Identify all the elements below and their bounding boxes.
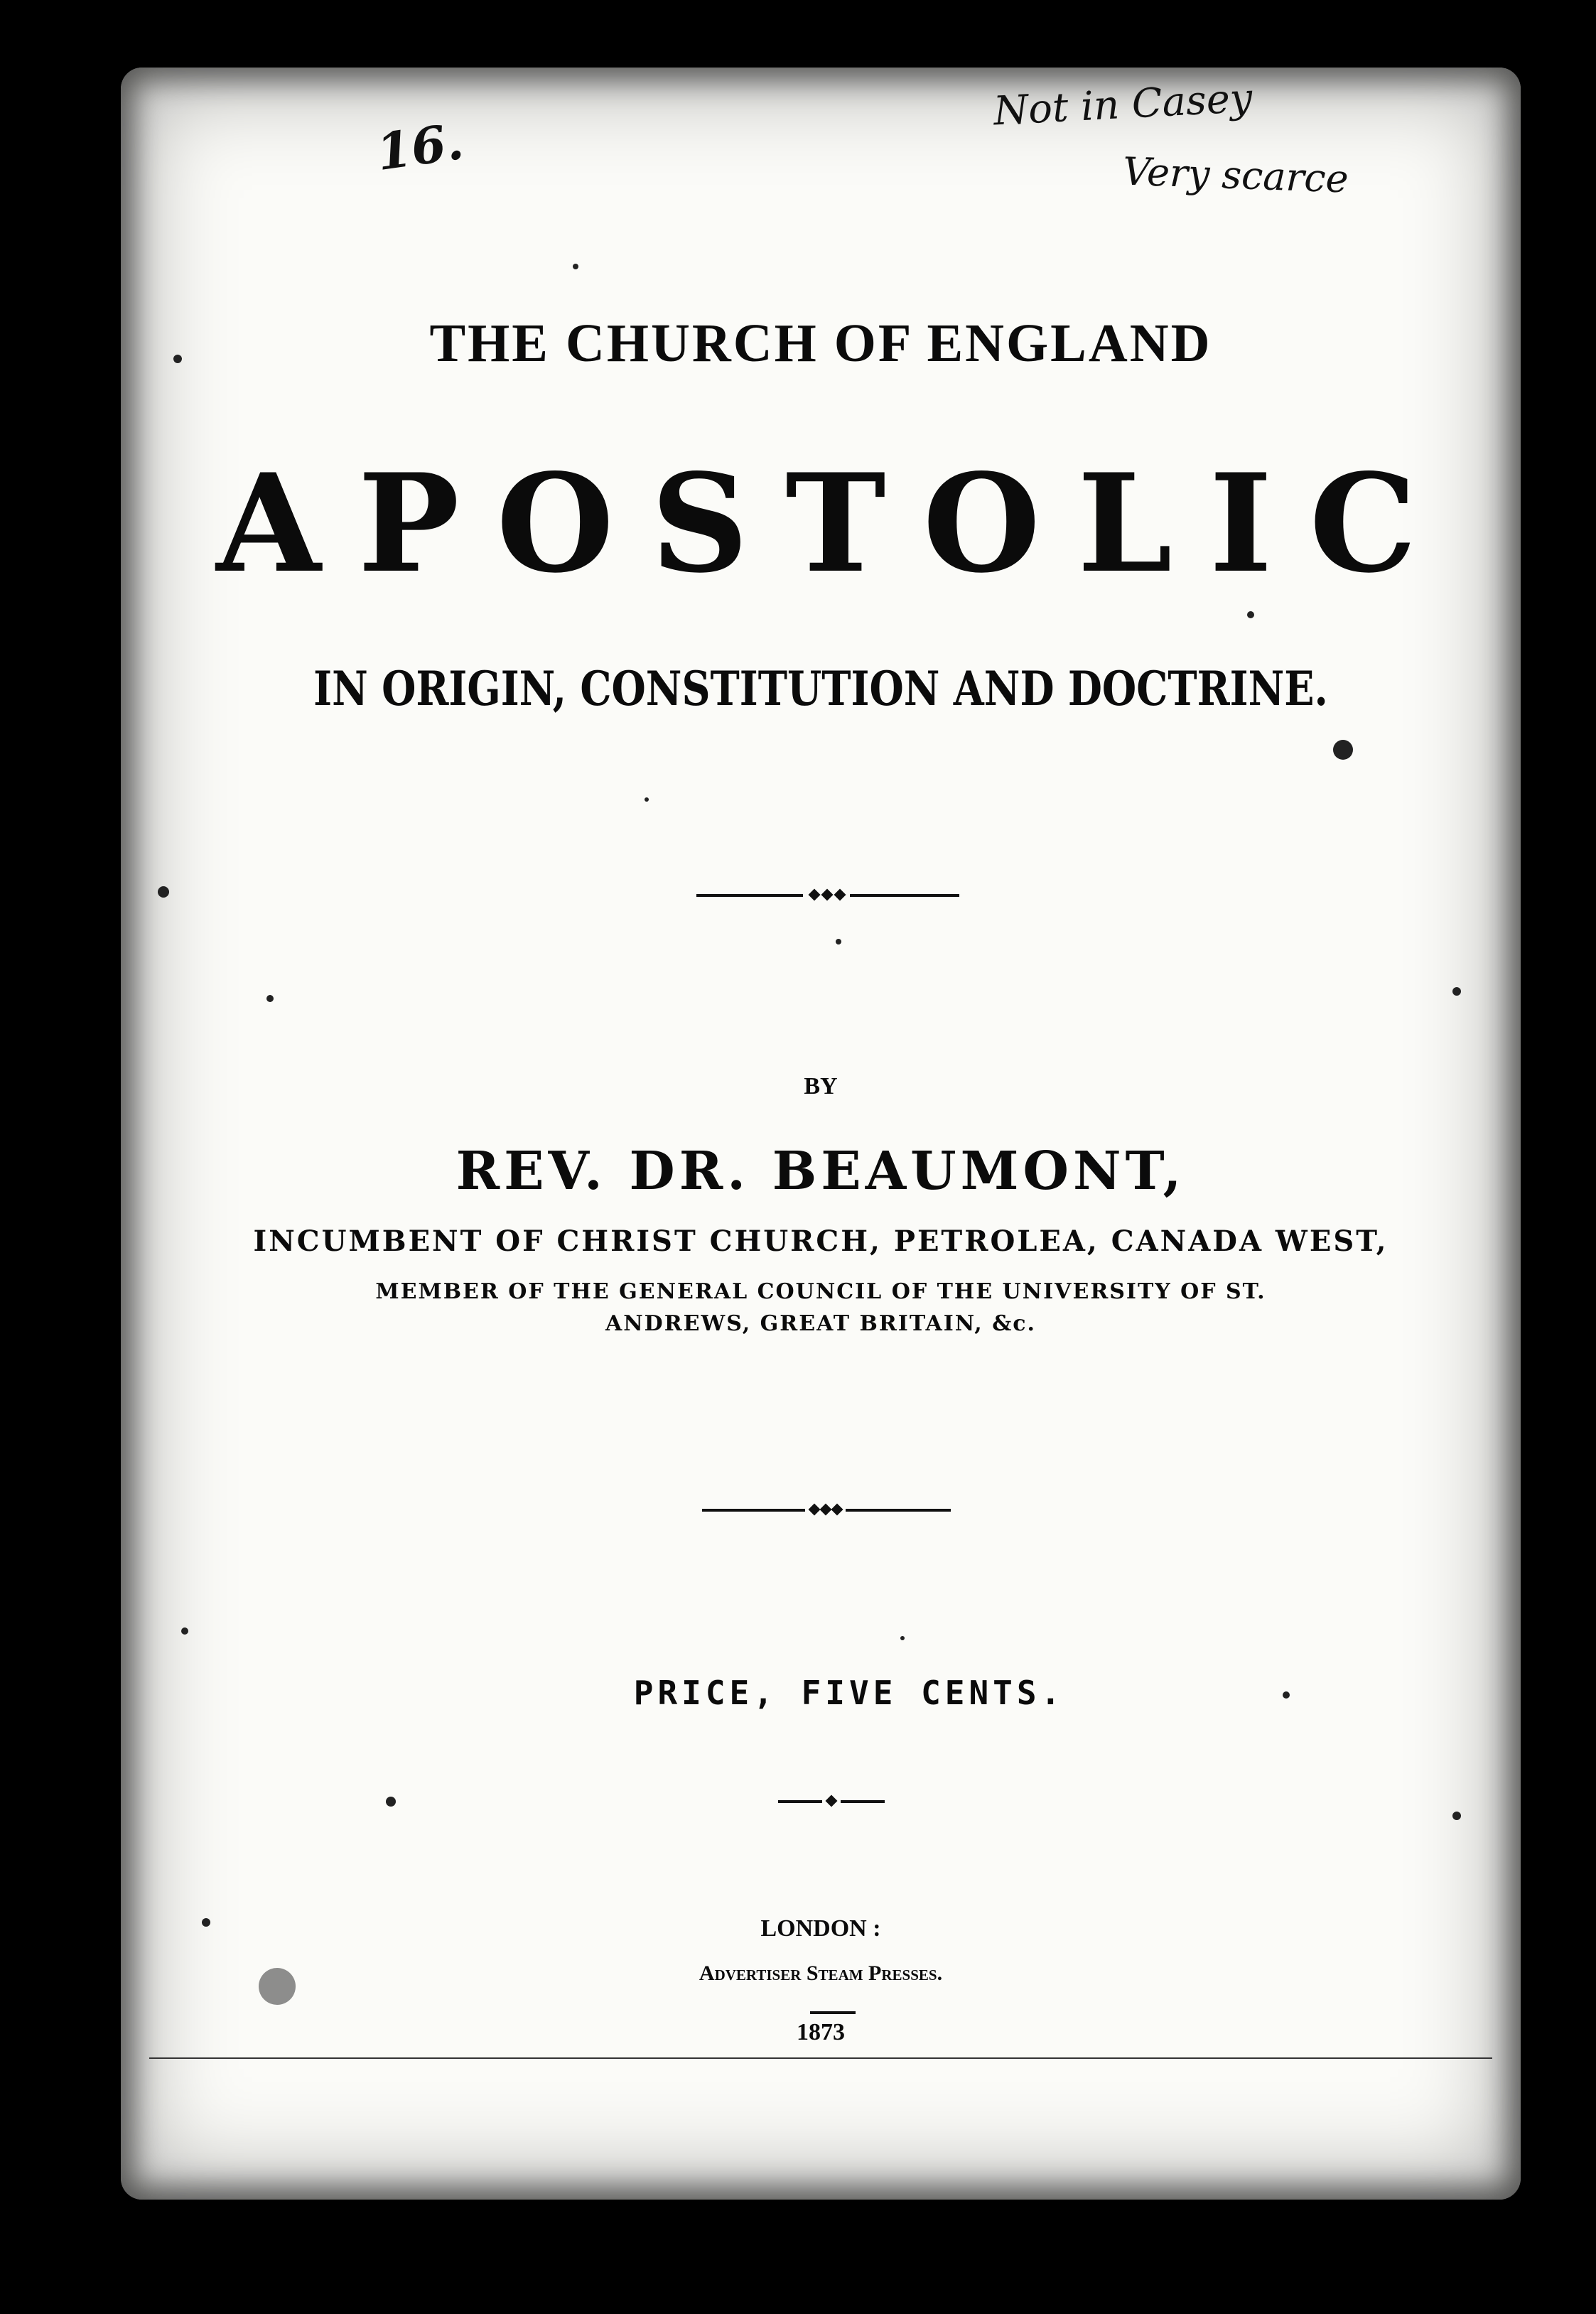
main-title: APOSTOLIC — [216, 444, 1454, 603]
author-credentials: MEMBER OF THE GENERAL COUNCIL OF THE UNIVERSITY OF ST. — [375, 1279, 1266, 1304]
title-page-sheet — [121, 68, 1521, 2200]
ornamental-rule — [702, 1503, 951, 1517]
by-line: BY — [804, 1073, 838, 1099]
title-heading: THE CHURCH OF ENGLAND — [429, 313, 1212, 373]
author-credentials: INCUMBENT OF CHRIST CHURCH, PETROLEA, CANADA WEST, — [253, 1225, 1389, 1258]
handwritten-note: Not in Casey — [992, 75, 1253, 135]
imprint-year: 1873 — [797, 2019, 845, 2045]
ornamental-rule — [696, 888, 959, 903]
page-edge-line — [149, 2057, 1492, 2059]
price-line: PRICE, FIVE CENTS. — [633, 1674, 1065, 1712]
year-rule — [810, 2011, 856, 2014]
handwritten-number: 16. — [372, 111, 467, 183]
subtitle: IN ORIGIN, CONSTITUTION AND DOCTRINE. — [313, 661, 1328, 716]
ornamental-rule — [778, 1794, 885, 1809]
imprint-publisher: Advertiser Steam Presses. — [699, 1961, 943, 1985]
imprint-place: LONDON : — [760, 1915, 881, 1942]
author-credentials: ANDREWS, GREAT BRITAIN, &c. — [605, 1311, 1036, 1336]
handwritten-note: Very scarce — [1121, 149, 1349, 202]
paper-specks — [121, 68, 1521, 2200]
author-name: REV. DR. BEAUMONT, — [455, 1141, 1186, 1202]
